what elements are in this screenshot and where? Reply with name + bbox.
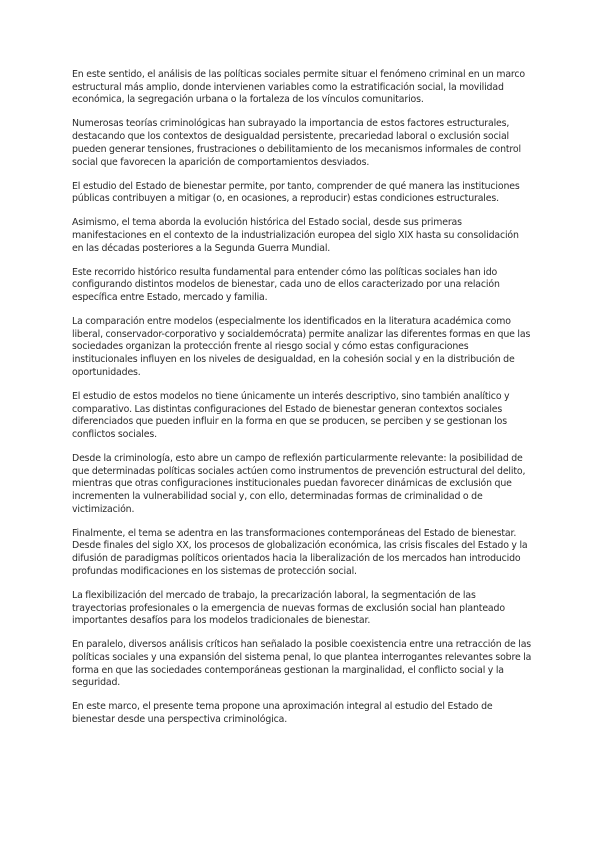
paragraph-8: Desde la criminología, esto abre un campo de reflexión particularmente relevante: la posibilidad de que determinadas políticas sociales actúen como instrumentos de prevención estructural del delito, mientras que otras configuraciones institucionales puedan favorecer dinámicas de exclusión que incrementen la vulnerabilidad social y, con ello, determinadas formas de criminalidad o de victimización.	[72, 452, 526, 515]
paragraph-12: En este marco, el presente tema propone una aproximación integral al estudio del Estado de bienestar desde una perspectiva criminológica.	[72, 701, 493, 726]
paragraph-5: Este recorrido histórico resulta fundamental para entender cómo las políticas sociales han ido configurando distintos modelos de bienestar, cada uno de ellos caracterizado por una relación específica entre Estado, mercado y familia.	[72, 266, 500, 304]
paragraph-10: La flexibilización del mercado de trabajo, la precarización laboral, la segmentación de las trayectorias profesionales o la emergencia de nuevas formas de exclusión social han planteado importantes desafíos para los modelos tradicionales de bienestar.	[72, 589, 505, 627]
paragraph-4: Asimismo, el tema aborda la evolución histórica del Estado social, desde sus primeras manifestaciones en el contexto de la industrialización europea del siglo XIX hasta su consolidación en las décadas posteriores a la Segunda Guerra Mundial.	[72, 217, 519, 254]
paragraph-2: Numerosas teorías criminológicas han subrayado la importancia de estos factores estructurales, destacando que los contextos de desigualdad persistente, precariedad laboral o exclusión social pueden generar tensiones, frustraciones o debilitamiento de los mecanismos informales de control social que favorecen la aparición de comportamientos desviados.	[72, 118, 521, 168]
paragraph-7: El estudio de estos modelos no tiene únicamente un interés descriptivo, sino también analítico y comparativo. Las distintas configuraciones del Estado de bienestar generan contextos sociales diferenciados que pueden influir en la forma en que se producen, se perciben y se gestionan los conflictos sociales.	[72, 390, 510, 440]
paragraph-6: La comparación entre modelos (especialmente los identificados en la literatura académica como liberal, conservador-corporativo y socialdemócrata) permite analizar las diferentes formas en que las sociedades organizan la protección frente al riesgo social y cómo estas configuraciones institucionales influyen en los niveles de desigualdad, en la cohesión social y en la distribución de oportunidades.	[72, 316, 531, 378]
paragraph-1: En este sentido, el análisis de las políticas sociales permite situar el fenómeno criminal en un marco estructural más amplio, donde intervienen variables como la estratificación social, la movilidad económica, la segregación urbana o la fortaleza de los vínculos comunitarios.	[72, 69, 526, 106]
document-body	[72, 69, 532, 738]
paragraph-9: Finalmente, el tema se adentra en las transformaciones contemporáneas del Estado de bienestar. Desde finales del siglo XX, los procesos de globalización económica, las crisis fiscales del Estado y la difusión de paradigmas políticos orientados hacia la liberalización de los mercados han introducido profundas modificaciones en los sistemas de protección social.	[72, 527, 528, 577]
paragraph-11: En paralelo, diversos análisis críticos han señalado la posible coexistencia entre una retracción de las políticas sociales y una expansión del sistema penal, lo que plantea interrogantes relevantes sobre la forma en que las sociedades contemporáneas gestionan la marginalidad, el conflicto social y la seguridad.	[72, 639, 532, 689]
paragraph-3: El estudio del Estado de bienestar permite, por tanto, comprender de qué manera las instituciones públicas contribuyen a mitigar (o, en ocasiones, a reproducir) estas condiciones estructurales.	[72, 180, 520, 205]
